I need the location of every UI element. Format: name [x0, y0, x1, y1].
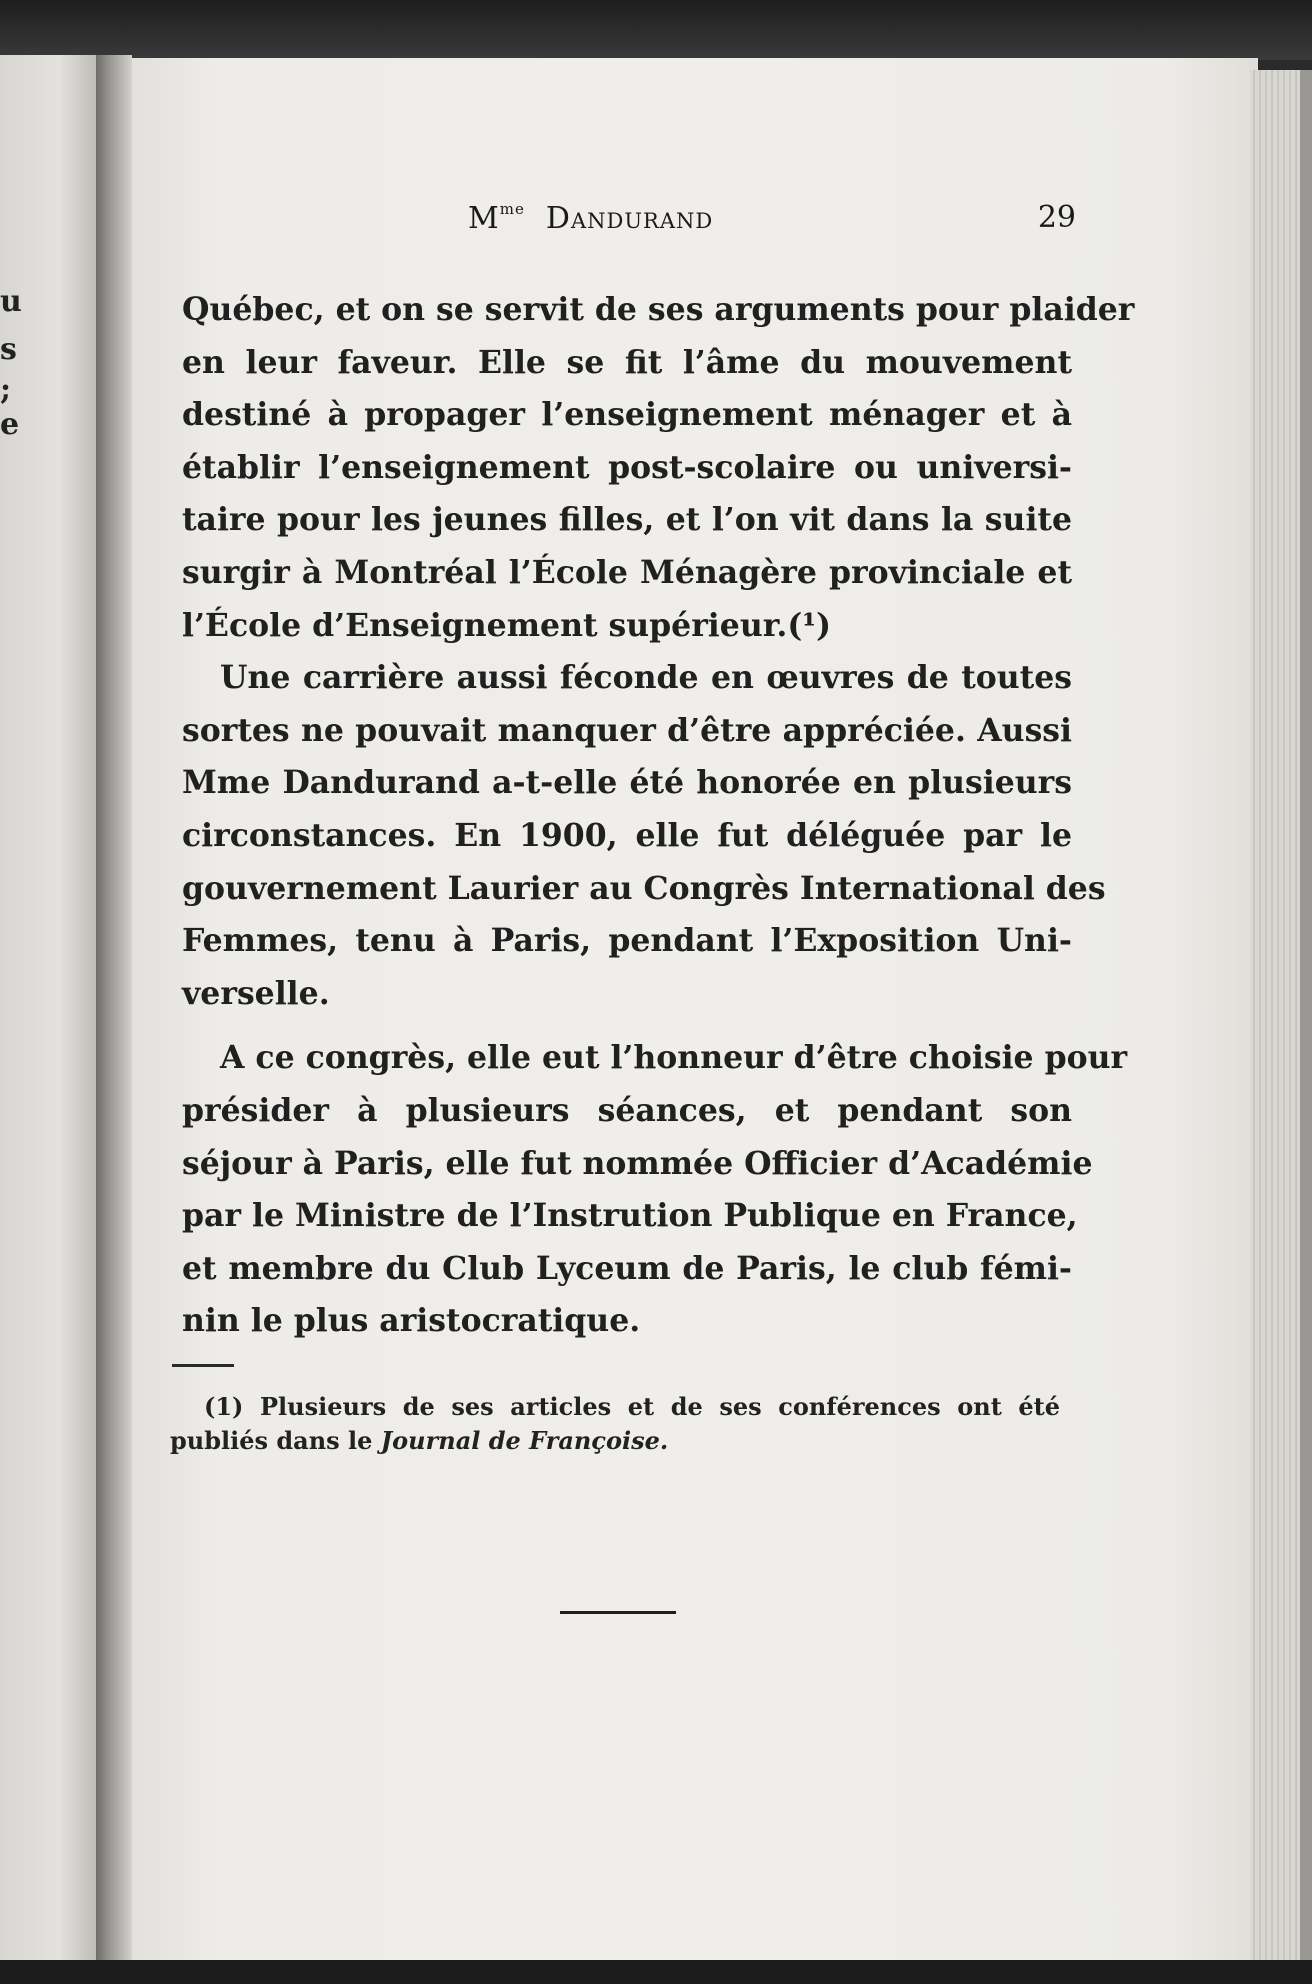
text-line: par le Ministre de l’Instrution Publique en France, [182, 1197, 1078, 1235]
title-superscript: me [499, 200, 525, 218]
text-line: séjour à Paris, elle fut nommée Officier d’Académie [182, 1144, 1093, 1182]
left-facing-page-edge [0, 55, 98, 1960]
footnotes [170, 1390, 1060, 1458]
text-line: Québec, et on se servit de ses arguments pour plaider [182, 291, 1135, 328]
text-line: et membre du Club Lyceum de Paris, le club fémi- [182, 1249, 1072, 1287]
paragraph-gap [182, 1020, 1072, 1032]
title-name: Dandurand [545, 201, 714, 236]
page-number: 29 [1037, 200, 1076, 235]
title-prefix: M [468, 201, 500, 236]
text-line: taire pour les jeunes filles, et l’on vit dans la suite [182, 501, 1072, 539]
text-line: en leur faveur. Elle se fit l’âme du mouvement [182, 343, 1072, 381]
text-line: circonstances. En 1900, elle fut déléguée par le [182, 816, 1072, 854]
scan-background-top [0, 0, 1312, 60]
left-page-fragment: e [0, 407, 20, 442]
paragraph [182, 284, 1135, 652]
text-line: présider à plusieurs séances, et pendant son [182, 1091, 1072, 1129]
footnote-line: (1) Plusieurs de ses articles et de ses conférences ont été [204, 1392, 1060, 1421]
text-line: sortes ne pouvait manquer d’être appréciée. Aussi [182, 711, 1072, 749]
text-line: surgir à Montréal l’École Ménagère provinciale et [182, 553, 1072, 591]
running-header [180, 200, 1076, 240]
footnote-rule [172, 1364, 234, 1367]
text-line: établir l’enseignement post-scolaire ou universi- [182, 448, 1072, 486]
paragraph [182, 652, 1106, 1020]
text-line: A ce congrès, elle eut l’honneur d’être choisie pour [220, 1039, 1128, 1077]
text-line: l’École d’Enseignement supérieur.(¹) [182, 606, 831, 644]
running-title [468, 200, 713, 236]
text-line: Femmes, tenu à Paris, pendant l’Exposition Uni- [182, 922, 1072, 960]
right-edge-shadow [1300, 70, 1312, 1960]
text-line: verselle. [182, 974, 330, 1012]
footnote-line [170, 1424, 1060, 1458]
left-page-fragment: ; [0, 372, 12, 407]
page-gutter-shadow [96, 55, 132, 1960]
text-line: destiné à propager l’enseignement ménager et à [182, 396, 1072, 434]
footnote-journal-title: Journal de Françoise. [380, 1426, 669, 1455]
end-of-section-rule [560, 1611, 676, 1614]
text-line: Une carrière aussi féconde en œuvres de toutes [220, 659, 1072, 697]
body-text [182, 284, 1135, 1348]
text-line: gouvernement Laurier au Congrès International des [182, 869, 1106, 907]
text-line: nin le plus aristocratique. [182, 1302, 641, 1340]
paragraph [182, 1032, 1128, 1348]
left-page-fragment: s [0, 332, 17, 367]
footnote-text: publiés dans le [170, 1426, 381, 1455]
scan-background-bottom [0, 1960, 1312, 1984]
left-page-fragment: u [0, 284, 22, 319]
text-line: Mme Dandurand a-t-elle été honorée en plusieurs [182, 764, 1072, 802]
